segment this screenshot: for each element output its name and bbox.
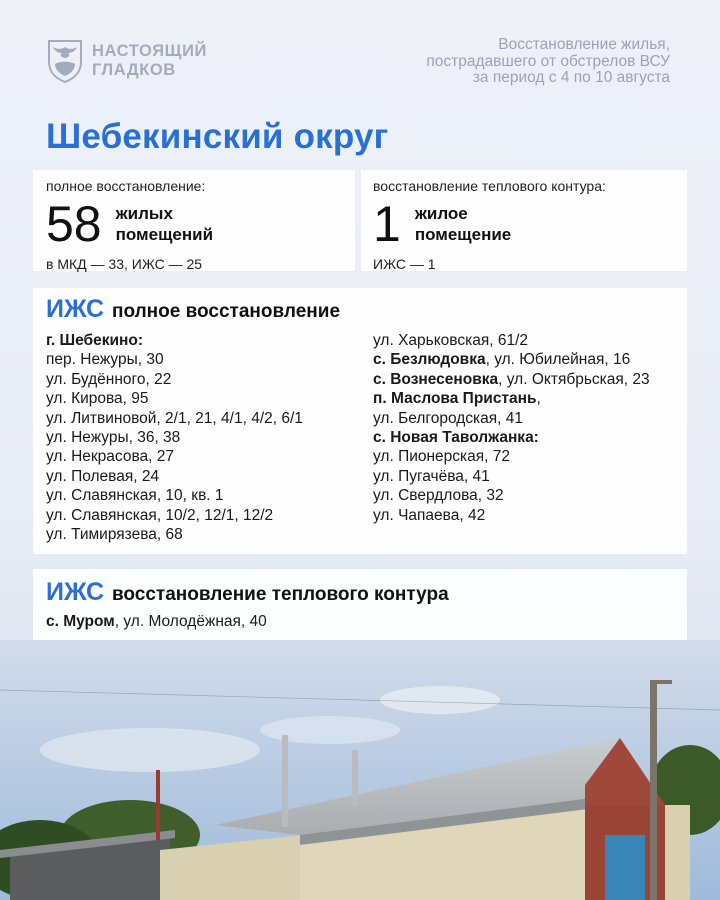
- address-item: [373, 486, 650, 505]
- address-text: ул. Свердлова, 32: [373, 487, 504, 505]
- address-list-left: [46, 331, 303, 544]
- stat-number: 1: [373, 196, 401, 252]
- stat-card-thermal: [361, 170, 687, 271]
- address-text: пер. Нежуры, 30: [46, 351, 164, 369]
- address-item: [373, 389, 650, 408]
- period-caption: [426, 37, 670, 87]
- address-item: [46, 409, 303, 428]
- stat-unit: жилых помещений: [115, 204, 214, 244]
- brand-line-2: ГЛАДКОВ: [92, 61, 176, 79]
- address-item: [46, 389, 303, 408]
- stat-breakdown: в МКД — 33, ИЖС — 25: [46, 256, 203, 272]
- settlement-name: с. Безлюдовка: [373, 351, 486, 369]
- address-text: ул. Тимирязева, 68: [46, 526, 183, 544]
- caption-line: Восстановление жилья,: [498, 36, 670, 53]
- settlement-name: г. Шебекино:: [46, 332, 143, 349]
- address-text: ул. Харьковская, 61/2: [373, 332, 529, 349]
- address-item: [46, 467, 303, 486]
- address-text: ул. Нежуры, 36, 38: [46, 429, 181, 447]
- section-title: полное восстановление: [112, 301, 341, 322]
- page-title: Шебекинский округ: [46, 117, 389, 156]
- settlement-name: с. Муром: [46, 613, 115, 630]
- stat-label: восстановление теплового контура:: [373, 178, 606, 194]
- section-thermal-contour: [33, 569, 687, 645]
- address-item: [373, 467, 650, 486]
- address-text: ул. Славянская, 10, кв. 1: [46, 487, 224, 505]
- address-text: ул. Белгородская, 41: [373, 409, 524, 427]
- brand-name: [92, 42, 207, 80]
- address-text: ,: [536, 390, 541, 408]
- address-text: , ул. Юбилейная, 16: [485, 351, 631, 369]
- address-text: ул. Славянская, 10/2, 12/1, 12/2: [46, 506, 274, 524]
- address-item: [46, 350, 303, 369]
- address-item: [46, 428, 303, 447]
- address-item: [46, 486, 303, 505]
- section-title: восстановление теплового контура: [112, 584, 449, 605]
- section-tag: ИЖС: [46, 295, 104, 323]
- address-text: , ул. Октябрьская, 23: [498, 370, 650, 388]
- address-item: [46, 506, 303, 525]
- address-text: ул. Пугачёва, 41: [373, 467, 490, 485]
- house-photo: [0, 640, 720, 900]
- address-item: [46, 447, 303, 466]
- brand-logo: [46, 38, 207, 84]
- address-item: [46, 370, 303, 389]
- coat-of-arms-icon: [46, 38, 84, 84]
- address-text: ул. Чапаева, 42: [373, 506, 486, 524]
- section-heading: [46, 295, 340, 324]
- settlement-name: с. Вознесеновка: [373, 370, 499, 388]
- stat-label: полное восстановление:: [46, 178, 206, 194]
- caption-line: за период с 4 по 10 августа: [472, 69, 670, 86]
- address-text: ул. Полевая, 24: [46, 467, 160, 485]
- address-item: [373, 506, 650, 525]
- address-item: [373, 409, 650, 428]
- caption-line: пострадавшего от обстрелов ВСУ: [426, 52, 670, 70]
- address-item: [373, 428, 650, 447]
- address-item: [46, 331, 303, 350]
- settlement-name: п. Маслова Пристань: [373, 390, 537, 408]
- address-text: ул. Будённого, 22: [46, 370, 172, 388]
- section-heading: [46, 578, 449, 607]
- stat-number: 58: [46, 196, 102, 252]
- address-text: ул. Литвиновой, 2/1, 21, 4/1, 4/2, 6/1: [46, 409, 303, 427]
- address-item: [373, 350, 650, 369]
- address-item: [46, 525, 303, 544]
- address-list: [46, 612, 267, 631]
- section-full-restoration: [33, 288, 687, 554]
- brand-line-1: НАСТОЯЩИЙ: [92, 42, 208, 60]
- address-item: [373, 447, 650, 466]
- address-text: ул. Некрасова, 27: [46, 448, 174, 466]
- address-text: ул. Кирова, 95: [46, 390, 149, 408]
- address-list-right: [373, 331, 650, 525]
- address-item: [373, 331, 650, 350]
- address-item: [46, 612, 267, 631]
- address-text: ул. Пионерская, 72: [373, 448, 511, 466]
- section-tag: ИЖС: [46, 578, 104, 606]
- stat-card-full: [33, 170, 355, 271]
- address-item: [373, 370, 650, 389]
- stat-breakdown: ИЖС — 1: [373, 256, 436, 272]
- settlement-name: с. Новая Таволжанка:: [373, 429, 539, 447]
- address-text: , ул. Молодёжная, 40: [114, 613, 267, 630]
- stat-unit: жилое помещение: [414, 204, 512, 244]
